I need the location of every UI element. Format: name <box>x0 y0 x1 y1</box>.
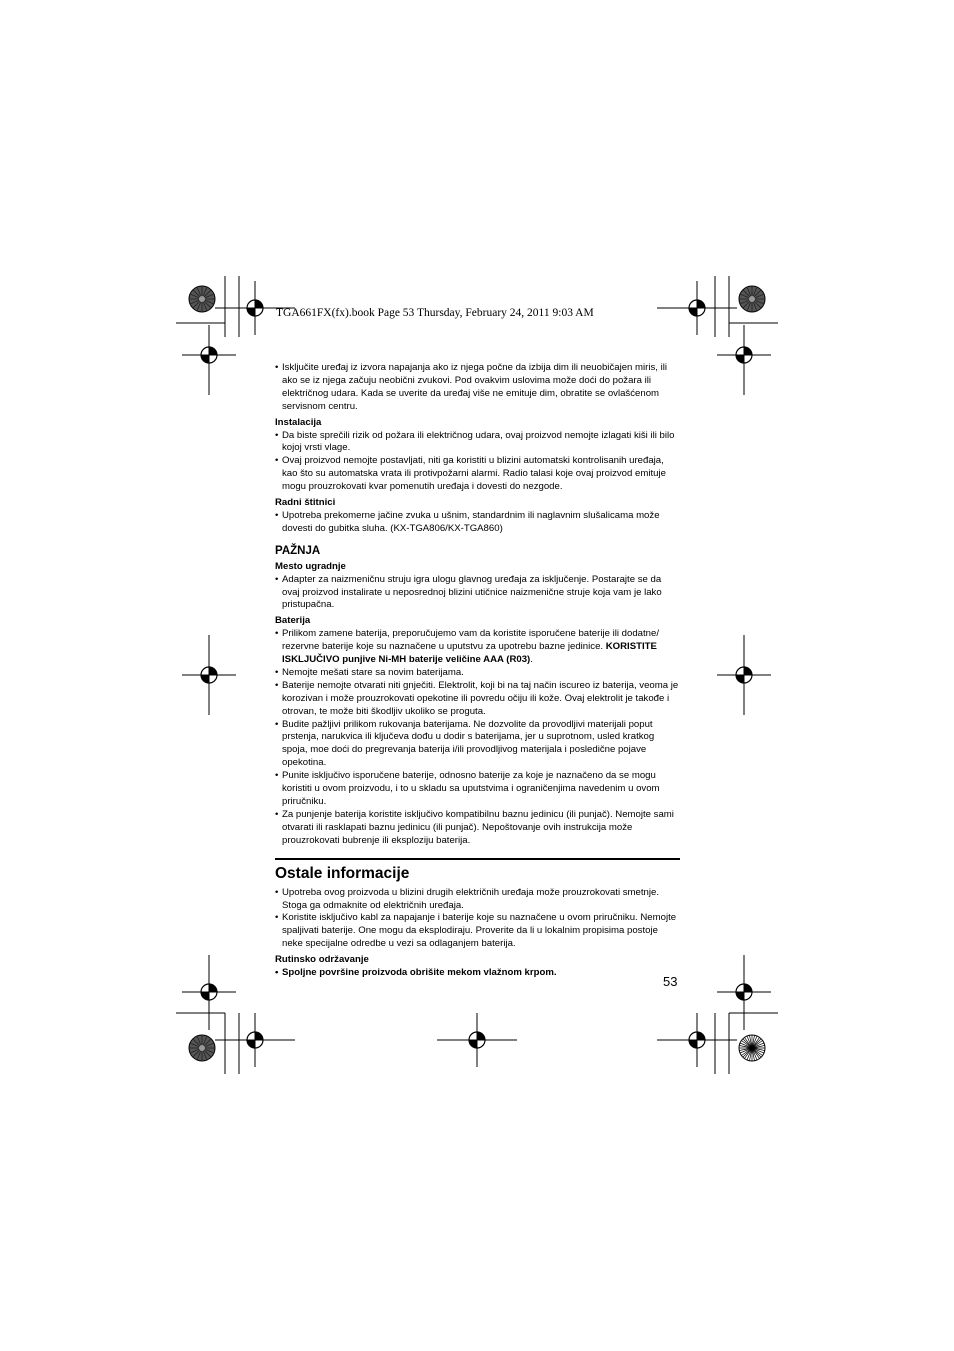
instalacija-bullet: • Da biste sprečili rizik od požara ili električnog udara, ovaj proizvod nemojte izlagati kiši ili bilo kojoj vrsti vlage. <box>275 430 680 456</box>
baterija-first-end: . <box>530 654 533 666</box>
baterija-heading: Baterija <box>275 615 311 627</box>
ostale-informacije-title: Ostale informacije <box>275 864 410 882</box>
rutinsko-odrzavanje-heading: Rutinsko održavanje <box>275 954 369 966</box>
baterija-bullet: • Za punjenje baterija koristite isključivo kompatibilnu baznu jedinicu (ili punjač). Nemojte sami otvarati ili rasklapati baznu jedinicu (ili punjač). Nepoštovanje ovih instrukcija može prouzrokovati bubrenje ili eksploziju baterija. <box>275 809 680 848</box>
baterija-bullet: • Baterije nemojte otvarati niti gnječiti. Elektrolit, koji bi na taj način iscureo iz baterija, veoma je korozivan i može prouzrokovati opekotine ili povredu očiju ili kože. Ovaj elektrolit je takođe i otrovan, te može biti škodljiv ukoliko se proguta. <box>275 680 680 719</box>
print-header: TGA661FX(fx).book Page 53 Thursday, February 24, 2011 9:03 AM <box>276 307 594 319</box>
instalacija-bullet: • Ovaj proizvod nemojte postavljati, niti ga koristiti u blizini automatski kontrolisanih uređaja, kao što su automatska vrata ili protivpožarni alarmi. Radio talasi koje ovaj proizvod emituje mogu prouzrokovati kvar pomenutih uređaja i dovesti do nezgode. <box>275 455 680 494</box>
page-number: 53 <box>663 974 678 989</box>
mesto-ugradnje-heading: Mesto ugradnje <box>275 560 346 572</box>
baterija-first-text: Prilikom zamene baterija, preporučujemo vam da koristite isporučene baterije ili dodatne/ rezervne baterije koje su naznačene u uputstvu za upotrebu bazne jedinice. <box>282 628 660 653</box>
instalacija-heading: Instalacija <box>275 416 322 428</box>
page-content <box>275 362 680 980</box>
baterija-bullet: • Nemojte mešati stare sa novim baterijama. <box>275 667 680 680</box>
paznja-heading: PAŽNJA <box>275 544 321 557</box>
section-divider <box>275 858 680 860</box>
baterija-bullet: • Budite pažljivi prilikom rukovanja baterijama. Ne dozvolite da provodljivi materijali poput prstenja, narukvica ili ključeva dođu u dodir s baterijama, jer u suprotnom, usled kratkog spoja, moe doći do pregrevanja baterija i/ili provodljivog materijala i posledične pojave opekotina. <box>275 719 680 771</box>
rutinsko-bullet: • Spoljne površine proizvoda obrišite mekom vlažnom krpom. <box>275 967 680 980</box>
baterija-bullet-first <box>275 628 680 667</box>
baterija-first-bold: KORISTITE ISKLJUČIVO punjive Ni-MH baterije veličine AAA (R03) <box>282 641 657 666</box>
baterija-bullet: • Punite isključivo isporučene baterije, odnosno baterije za koje je naznačeno da se mogu koristiti u ovom proizvodu, i to u skladu sa uputstvima i ograničenjima navedenim u ovom priručniku. <box>275 770 680 809</box>
mesto-ugradnje-bullet: • Adapter za naizmeničnu struju igra ulogu glavnog uređaja za isključenje. Postarajte se da ovaj proizvod instalirate u neposrednoj blizini utičnice naizmenične struje koja vam je lako pristupačna. <box>275 574 680 613</box>
intro-bullet: • Isključite uređaj iz izvora napajanja ako iz njega počne da izbija dim ili neuobičajen miris, ili ako se iz njega začuju neobični zvukovi. Pod ovakvim uslovima može doći do požara ili električnog udara. Kada se uverite da uređaj više ne emituje dim, obratite se ovlašćenom servisnom centru. <box>275 362 680 414</box>
radni-stitnici-heading: Radni štitnici <box>275 497 336 509</box>
radni-stitnici-bullet: • Upotreba prekomerne jačine zvuka u ušnim, standardnim ili naglavnim slušalicama može dovesti do gubitka sluha. (KX-TGA806/KX-TGA860) <box>275 510 680 536</box>
ostale-bullet: • Upotreba ovog proizvoda u blizini drugih električnih uređaja može prouzrokovati smetnje. Stoga ga odmaknite od električnih uređaja. <box>275 887 680 913</box>
ostale-bullet: • Koristite isključivo kabl za napajanje i baterije koje su naznačene u ovom priručniku. Nemojte spaljivati baterije. One mogu da eksplodiraju. Proverite da li u lokalnim propisima postoje neke specijalne odredbe u vezi sa odlaganjem baterija. <box>275 912 680 951</box>
